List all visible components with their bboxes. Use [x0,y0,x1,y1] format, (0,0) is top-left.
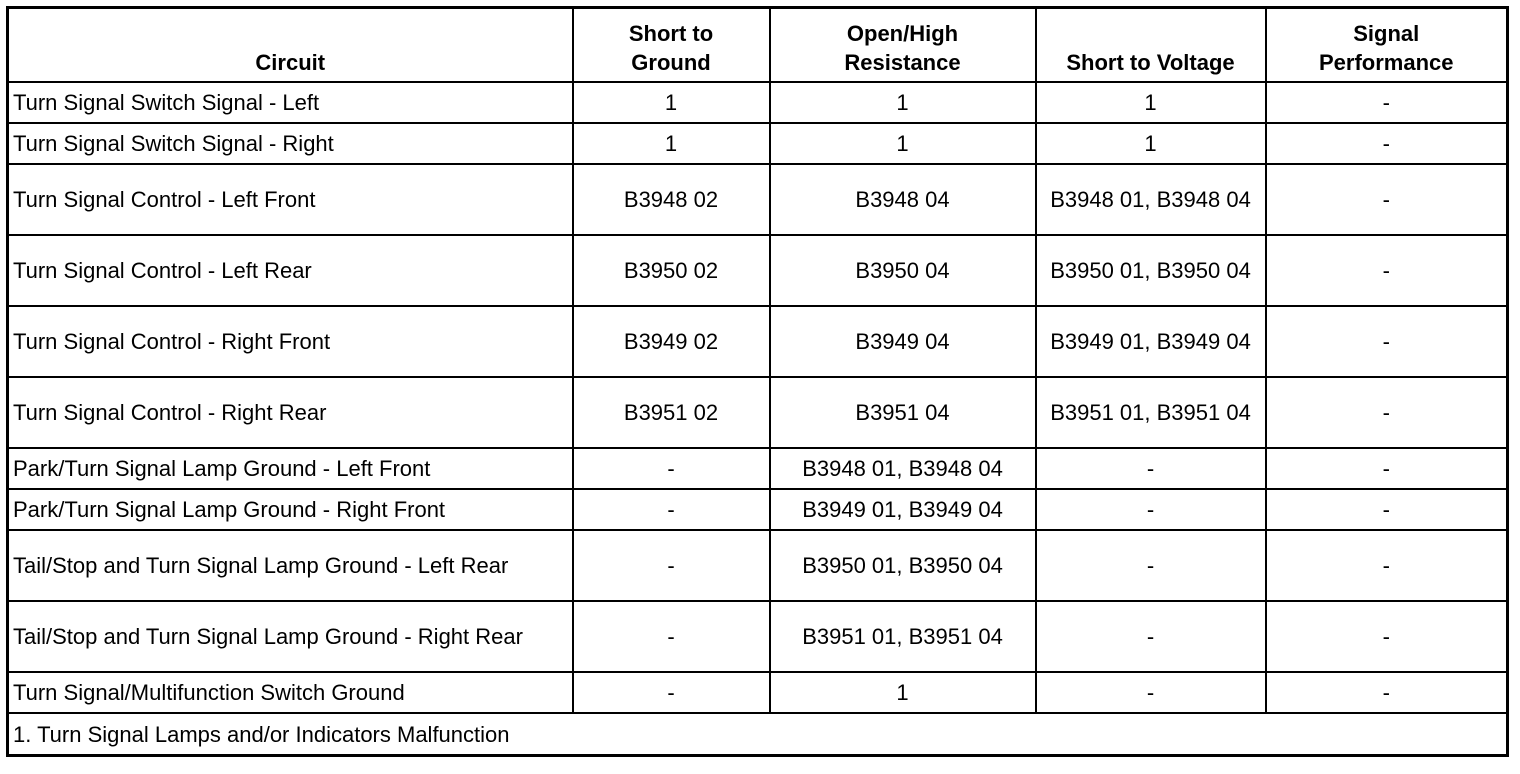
short-to-voltage-cell: - [1036,601,1266,672]
circuit-cell: Turn Signal Switch Signal - Right [8,123,573,164]
short-to-ground-cell: B3948 02 [573,164,770,235]
signal-performance-cell: - [1266,164,1508,235]
short-to-ground-cell: - [573,530,770,601]
table-row [8,306,1508,377]
open-high-cell: B3948 04 [770,164,1036,235]
signal-performance-cell: - [1266,123,1508,164]
table-row [8,530,1508,601]
open-high-cell: B3948 01, B3948 04 [770,448,1036,489]
header-short-to-ground-line-2: Ground [631,50,711,75]
short-to-ground-cell: B3949 02 [573,306,770,377]
header-open-high-resistance [770,8,1036,83]
header-short-to-ground-line-1: Short to [628,21,714,46]
circuit-cell: Turn Signal Control - Right Rear [8,377,573,448]
open-high-cell: 1 [770,123,1036,164]
header-open-high-line-2: Resistance [844,50,961,75]
circuit-cell: Turn Signal Control - Left Rear [8,235,573,306]
circuit-cell: Park/Turn Signal Lamp Ground - Left Front [8,448,573,489]
header-circuit: Circuit [8,8,573,83]
short-to-voltage-cell: - [1036,672,1266,713]
header-short-to-ground [573,8,770,83]
signal-performance-cell: - [1266,530,1508,601]
header-open-high-line-1: Open/High [846,21,959,46]
signal-performance-cell: - [1266,448,1508,489]
header-signal-performance-line-2: Performance [1318,50,1454,75]
table-row [8,377,1508,448]
short-to-voltage-cell: B3951 01, B3951 04 [1036,377,1266,448]
header-short-to-voltage: Short to Voltage [1036,8,1266,83]
table-row [8,672,1508,713]
short-to-ground-cell: - [573,448,770,489]
circuit-cell: Tail/Stop and Turn Signal Lamp Ground - Right Rear [8,601,573,672]
short-to-ground-cell: - [573,489,770,530]
table-row [8,123,1508,164]
signal-performance-cell: - [1266,672,1508,713]
header-signal-performance [1266,8,1508,83]
circuit-cell: Turn Signal Control - Right Front [8,306,573,377]
signal-performance-cell: - [1266,82,1508,123]
short-to-voltage-cell: B3950 01, B3950 04 [1036,235,1266,306]
short-to-voltage-cell: - [1036,448,1266,489]
open-high-cell: 1 [770,82,1036,123]
signal-performance-cell: - [1266,601,1508,672]
circuit-cell: Turn Signal Switch Signal - Left [8,82,573,123]
short-to-voltage-cell: - [1036,489,1266,530]
circuit-diagnostic-table [6,6,1509,757]
header-row [8,8,1508,83]
open-high-cell: B3951 01, B3951 04 [770,601,1036,672]
short-to-voltage-cell: 1 [1036,82,1266,123]
short-to-voltage-cell: B3948 01, B3948 04 [1036,164,1266,235]
table-row [8,489,1508,530]
open-high-cell: B3949 01, B3949 04 [770,489,1036,530]
footnote-row [8,713,1508,756]
circuit-cell: Park/Turn Signal Lamp Ground - Right Front [8,489,573,530]
short-to-voltage-cell: B3949 01, B3949 04 [1036,306,1266,377]
short-to-voltage-cell: 1 [1036,123,1266,164]
signal-performance-cell: - [1266,306,1508,377]
circuit-cell: Tail/Stop and Turn Signal Lamp Ground - Left Rear [8,530,573,601]
table-row [8,164,1508,235]
short-to-ground-cell: 1 [573,123,770,164]
short-to-ground-cell: B3950 02 [573,235,770,306]
header-signal-performance-line-1: Signal [1353,21,1420,46]
open-high-cell: B3950 04 [770,235,1036,306]
open-high-cell: B3950 01, B3950 04 [770,530,1036,601]
open-high-cell: B3949 04 [770,306,1036,377]
short-to-ground-cell: - [573,601,770,672]
signal-performance-cell: - [1266,489,1508,530]
open-high-cell: B3951 04 [770,377,1036,448]
signal-performance-cell: - [1266,377,1508,448]
table-row [8,82,1508,123]
signal-performance-cell: - [1266,235,1508,306]
table-row [8,235,1508,306]
circuit-cell: Turn Signal/Multifunction Switch Ground [8,672,573,713]
short-to-voltage-cell: - [1036,530,1266,601]
short-to-ground-cell: B3951 02 [573,377,770,448]
circuit-cell: Turn Signal Control - Left Front [8,164,573,235]
short-to-ground-cell: - [573,672,770,713]
table-row [8,601,1508,672]
footnote: 1. Turn Signal Lamps and/or Indicators Malfunction [8,713,1508,756]
table-row [8,448,1508,489]
short-to-ground-cell: 1 [573,82,770,123]
open-high-cell: 1 [770,672,1036,713]
